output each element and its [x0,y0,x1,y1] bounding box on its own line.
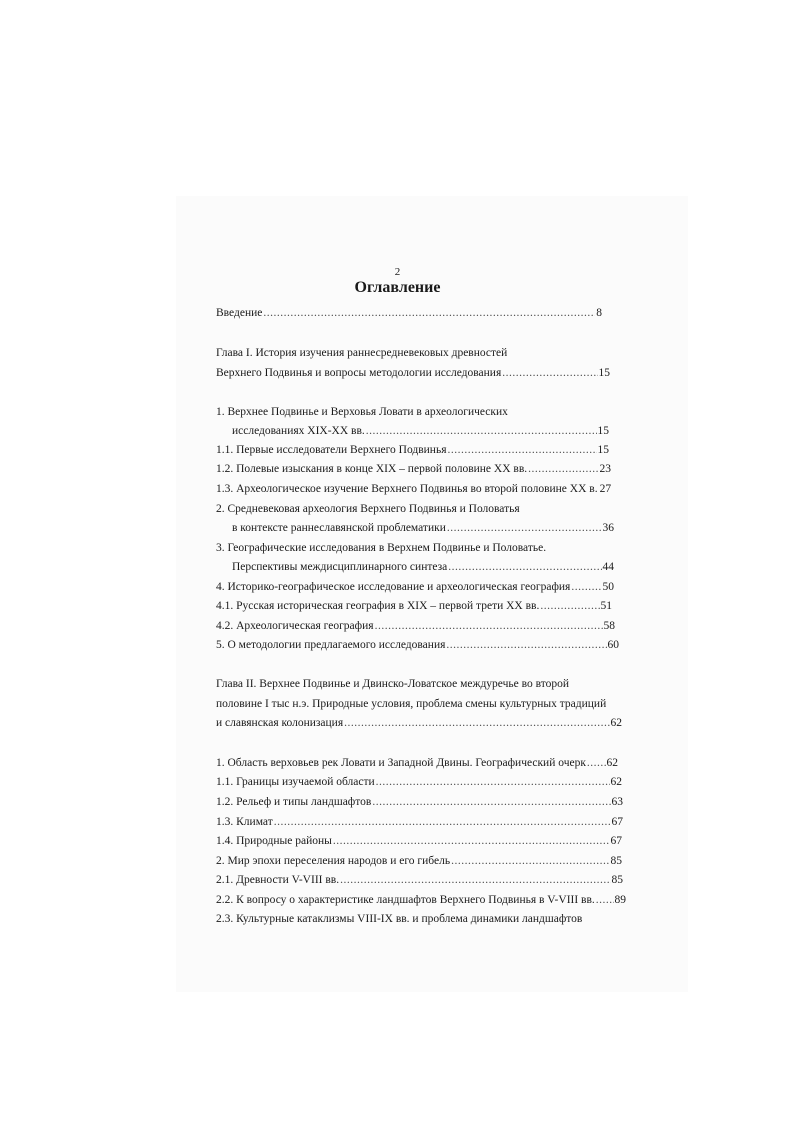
toc-entry-3[interactable] [232,560,614,574]
toc-chapter-heading: Глава I. История изучения раннесредневековых древностей [216,347,508,359]
page-number: 2 [394,266,401,278]
toc-leader [447,521,602,535]
toc-leader [596,893,614,907]
toc-leader [448,443,597,457]
toc-leader [448,560,601,574]
toc-entry-title: 1.3. Климат [216,816,273,828]
toc-entry-2[interactable] [232,521,614,535]
toc-leader [571,580,601,594]
toc-entry-title: 1.1. Первые исследователи Верхнего Подвинья [216,444,447,456]
toc-chapter-heading: Глава II. Верхнее Подвинье и Двинско-Ловатское междуречье во второй [216,678,570,690]
toc-entry-label: 1. Верхнее Подвинье и Верховья Ловати в археологических [216,406,508,418]
toc-entry-page: 63 [611,796,623,808]
toc-entry-page: 67 [610,835,622,847]
toc-entry-page: 62 [606,757,618,769]
toc-entry-title: исследованиях XIX-XX вв. [232,425,365,437]
toc-entry-c2-2[interactable] [216,893,626,907]
toc-entry-1-2[interactable] [216,462,611,476]
toc-entry-title: 1.3. Археологическое изучение Верхнего Подвинья во второй половине XX в. [216,483,598,495]
toc-entry-1[interactable] [232,424,609,438]
toc-entry-c1-1[interactable] [216,775,622,789]
page-title: Оглавление [354,279,441,296]
toc-leader [376,775,610,789]
toc-entry-page: 85 [611,874,623,886]
toc-entry-title: Введение [216,307,263,319]
toc-entry-page: 62 [610,717,622,729]
toc-entry-page: 15 [597,425,609,437]
toc-entry-title: Верхнего Подвинья и вопросы методологии исследования [216,367,502,379]
toc-leader [540,599,599,613]
toc-leader [263,306,595,320]
toc-entry-title: 1.4. Природные районы [216,835,332,847]
toc-entry-page: 8 [596,307,602,319]
toc-entry-page: 58 [603,620,615,632]
toc-entry-title: 2.3. Культурные катаклизмы VIII-IX вв. и проблема динамики ландшафтов [216,913,583,925]
toc-entry-4[interactable] [216,580,614,594]
toc-chapter-heading: половине I тыс н.э. Природные условия, проблема смены культурных традиций [216,698,607,710]
toc-entry-4-1[interactable] [216,599,612,613]
toc-leader [344,716,609,730]
toc-entry-4-2[interactable] [216,619,615,633]
toc-entry-page: 60 [607,639,619,651]
toc-entry-5[interactable] [216,638,619,652]
toc-entry-title: и славянская колонизация [216,717,344,729]
toc-entry-title: 4.2. Археологическая география [216,620,374,632]
toc-entry-title: 2.2. К вопросу о характеристике ландшафтов Верхнего Подвинья в V-VIII вв. [216,894,595,906]
toc-leader [528,462,598,476]
toc-leader [375,619,603,633]
toc-entry-c1-4[interactable] [216,834,622,848]
toc-entry-page: 67 [611,816,623,828]
toc-entry-c2-1[interactable] [216,873,623,887]
toc-entry-title: 1.2. Рельеф и типы ландшафтов [216,796,372,808]
toc-entry-page: 36 [602,522,614,534]
toc-entry-title: 1.2. Полевые изыскания в конце XIX – первой половине XX вв. [216,463,528,475]
toc-entry-title: 1. Область верховьев рек Ловати и Западной Двины. Географический очерк [216,757,586,769]
toc-entry-1-3[interactable] [216,482,611,496]
toc-entry-title: 2.1. Древности V-VIII вв. [216,874,340,886]
toc-entry-intro[interactable] [216,306,602,320]
toc-entry-title: 1.1. Границы изучаемой области [216,776,375,788]
toc-leader [502,366,597,380]
toc-entry-title: 4. Историко-географическое исследование и археологическая география [216,581,571,593]
toc-entry-page: 15 [598,367,610,379]
toc-entry-title: 4.1. Русская историческая география в XIX – первой трети XX вв. [216,600,540,612]
toc-entry-title: 5. О методологии предлагаемого исследования [216,639,446,651]
toc-leader [274,815,611,829]
toc-leader [366,424,597,438]
toc-entry-page: 50 [602,581,614,593]
toc-entry-page: 44 [602,561,614,573]
toc-entry-c2[interactable] [216,854,622,868]
toc-entry-c1[interactable] [216,756,618,770]
toc-leader [372,795,610,809]
toc-leader [340,873,610,887]
toc-entry-page: 27 [599,483,612,495]
toc-entry-chapter-1[interactable] [216,366,610,380]
toc-entry-title: в контексте раннеславянской проблематики [232,522,446,534]
toc-entry-page: 89 [614,894,626,906]
toc-entry-page: 85 [610,855,622,867]
toc-leader [587,756,606,770]
toc-leader [446,638,606,652]
toc-entry-1-1[interactable] [216,443,609,457]
toc-leader [451,854,609,868]
toc-entry-label: 2. Средневековая археология Верхнего Подвинья и Половатья [216,503,520,515]
toc-leader [333,834,610,848]
toc-entry-c1-2[interactable] [216,795,623,809]
toc-entry-page: 23 [599,463,611,475]
toc-entry-chapter-2[interactable] [216,716,622,730]
toc-entry-page: 51 [600,600,612,612]
toc-entry-page: 62 [610,776,622,788]
toc-entry-label: 3. Географические исследования в Верхнем Подвинье и Половатье. [216,542,547,554]
toc-entry-title: Перспективы междисциплинарного синтеза [232,561,448,573]
toc-entry-title: 2. Мир эпохи переселения народов и его гибель [216,855,451,867]
toc-entry-page: 15 [597,444,609,456]
toc-entry-c1-3[interactable] [216,815,623,829]
toc-entry-c2-3[interactable] [216,912,626,926]
